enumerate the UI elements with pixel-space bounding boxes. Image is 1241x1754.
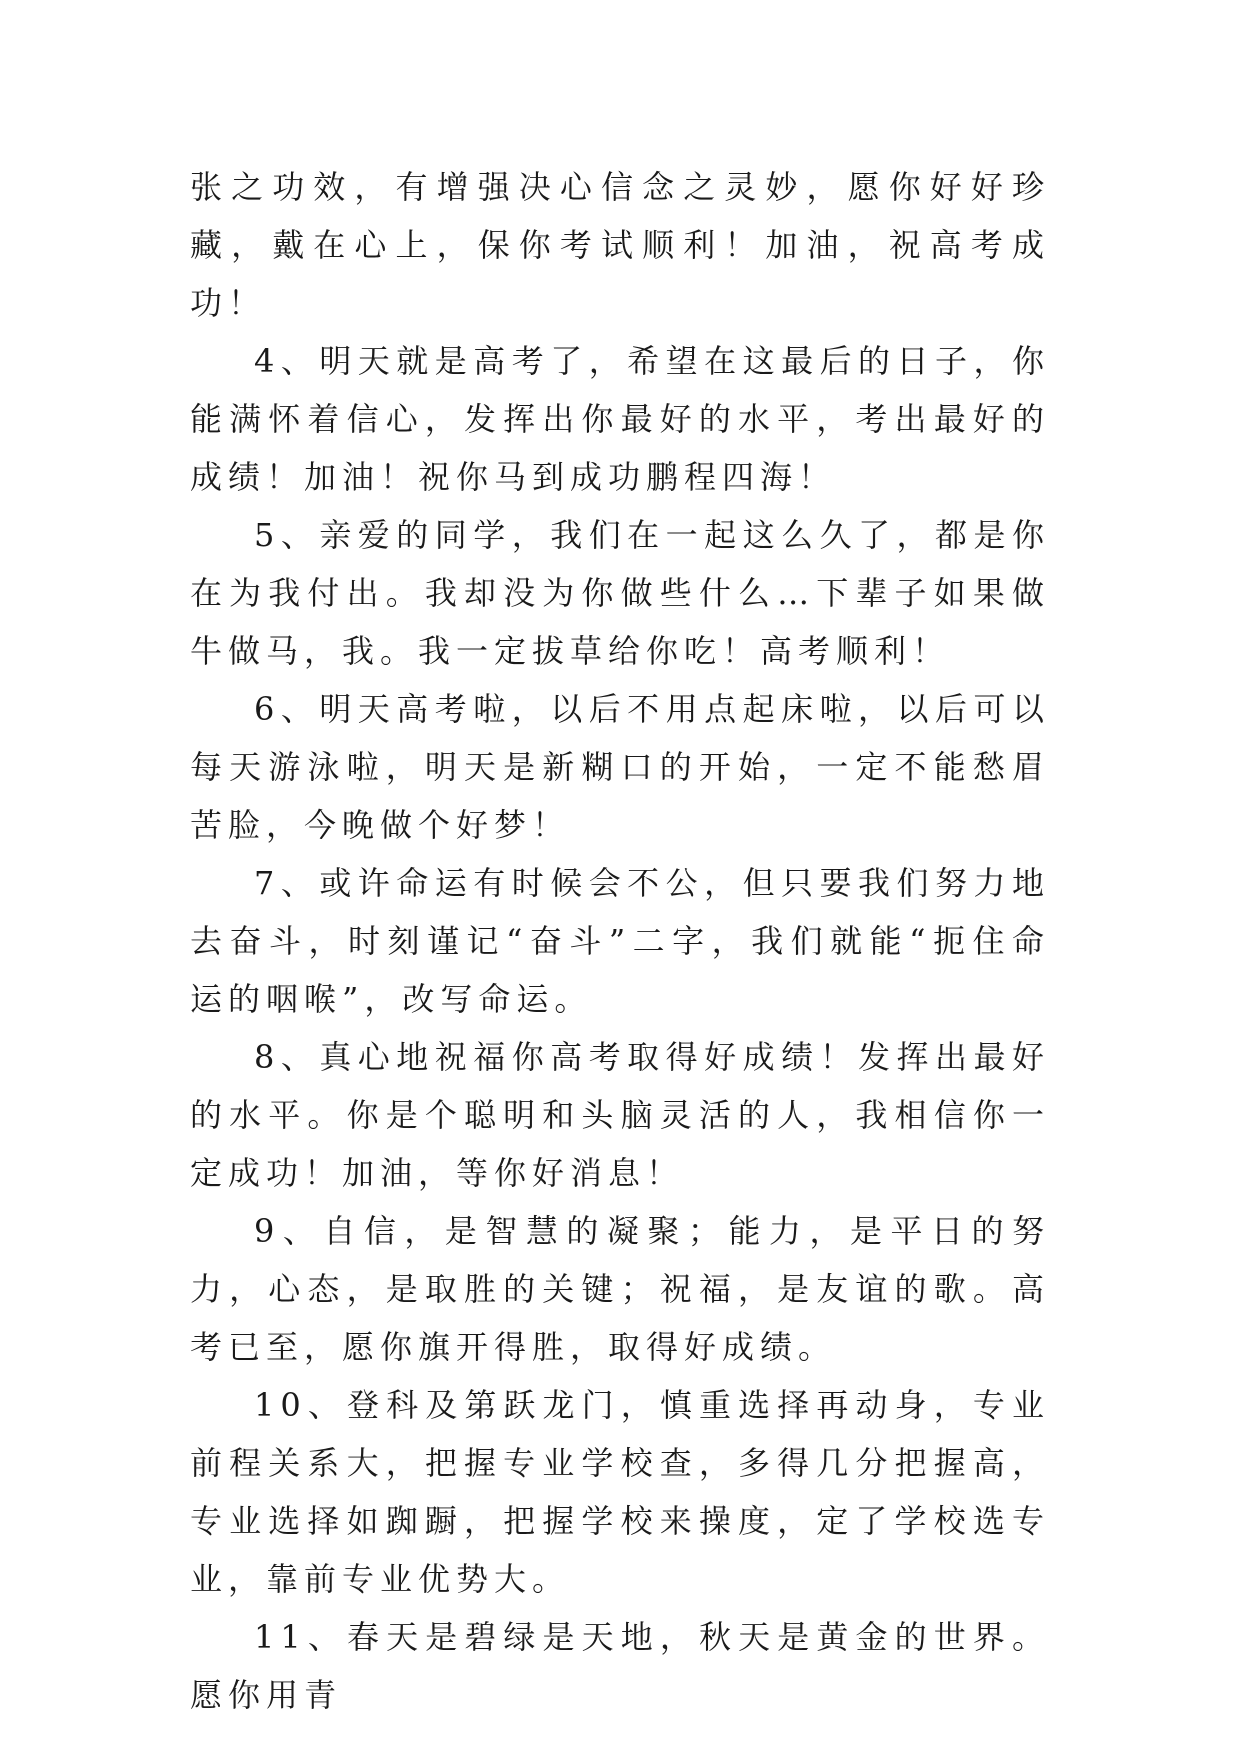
paragraph-item-9: 9、自信，是智慧的凝聚；能力，是平日的努力，心态，是取胜的关键；祝福，是友谊的歌。高考已至，愿你旗开得胜，取得好成绩。 xyxy=(190,1212,1050,1366)
paragraph-continuation: 张之功效，有增强决心信念之灵妙，愿你好好珍藏，戴在心上，保你考试顺利！加油，祝高考成功！ xyxy=(190,168,1050,322)
paragraph-item-6: 6、明天高考啦，以后不用点起床啦，以后可以每天游泳啦，明天是新糊口的开始，一定不能愁眉苦脸，今晚做个好梦！ xyxy=(190,690,1050,844)
paragraph-item-7: 7、或许命运有时候会不公，但只要我们努力地去奋斗，时刻谨记“奋斗”二字，我们就能“扼住命运的咽喉”，改写命运。 xyxy=(190,864,1050,1018)
document-body xyxy=(190,158,1050,1724)
paragraph-item-5: 5、亲爱的同学，我们在一起这么久了，都是你在为我付出。我却没为你做些什么…下辈子如果做牛做马，我。我一定拔草给你吃！高考顺利！ xyxy=(190,516,1050,670)
paragraph-item-8: 8、真心地祝福你高考取得好成绩！发挥出最好的水平。你是个聪明和头脑灵活的人，我相信你一定成功！加油，等你好消息！ xyxy=(190,1038,1050,1192)
paragraph-item-11: 11、春天是碧绿是天地，秋天是黄金的世界。愿你用青 xyxy=(190,1618,1050,1714)
paragraph-item-10: 10、登科及第跃龙门，慎重选择再动身，专业前程关系大，把握专业学校查，多得几分把握高，专业选择如踟蹰，把握学校来操度，定了学校选专业，靠前专业优势大。 xyxy=(190,1386,1050,1598)
paragraph-item-4: 4、明天就是高考了，希望在这最后的日子，你能满怀着信心，发挥出你最好的水平，考出最好的成绩！加油！祝你马到成功鹏程四海！ xyxy=(190,342,1050,496)
